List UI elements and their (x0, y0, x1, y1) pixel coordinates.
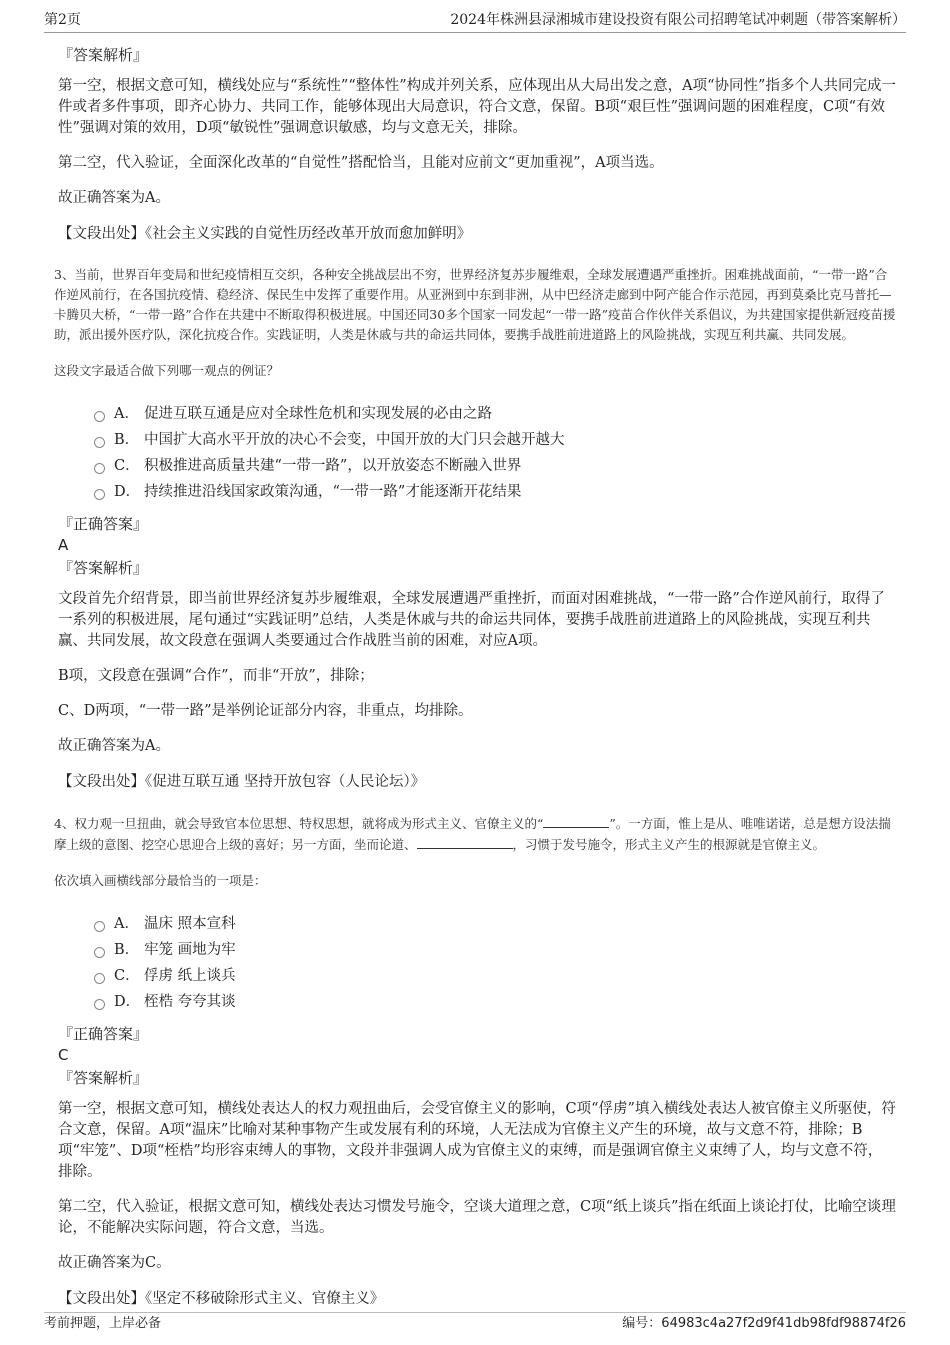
option-c[interactable]: C． 俘虏 纸上谈兵 (94, 963, 896, 989)
radio-icon[interactable] (94, 947, 105, 958)
option-b[interactable]: B． 牢笼 画地为牢 (94, 937, 896, 963)
correct-answer-value: C (58, 1046, 69, 1064)
option-d[interactable]: D． 桎梏 夸夸其谈 (94, 989, 896, 1015)
source-line: 【文段出处】《社会主义实践的自觉性历经改革开放而愈加鲜明》 (58, 226, 472, 242)
radio-icon[interactable] (94, 437, 105, 448)
radio-icon[interactable] (94, 489, 105, 500)
question-4-text: 4、权力观一旦扭曲，就会导致官本位思想、特权思想，就将成为形式主义、官僚主义的“ ”。一方面，惟上是从、唯唯诺诺，总是想方设法揣摩上级的意图、挖空心思迎合上级的喜好；另一方面，坐而论道、 ，习惯于发号施令，形式主义产生的根源就是官僚主义。 (54, 813, 896, 855)
page-footer (44, 1312, 906, 1335)
radio-icon[interactable] (94, 973, 105, 984)
source-line: 【文段出处】《促进互联互通 坚持开放包容（人民论坛）》 (58, 774, 426, 790)
radio-icon[interactable] (94, 999, 105, 1010)
question-3-text: 3、当前，世界百年变局和世纪疫情相互交织，各种安全挑战层出不穷，世界经济复苏步履维艰，全球发展遭遇严重挫折。困难挑战面前，“一带一路”合作逆风前行，在各国抗疫情、稳经济、保民生中发挥了重要作用。从亚洲到中东到非洲，从中巴经济走廊到中阿产能合作示范园，再到莫桑比克马普托—卡腾贝大桥，“一带一路”合作在共建中不断取得积极进展。中国还同30多个国家一同发起“一带一路”疫苗合作伙伴关系倡议，为共建国家提供新冠疫苗援助，派出援外医疗队，深化抗疫合作。实践证明，人类是休戚与共的命运共同体，要携手战胜前进道路上的风险挑战，实现互利共赢、共同发展。 (54, 267, 896, 342)
analysis-paragraph: 文段首先介绍背景，即当前世界经济复苏步履维艰，全球发展遭遇严重挫折，而面对困难挑战，“一带一路”合作逆风前行，取得了一系列的积极进展，尾句通过“实践证明”总结，人类是休戚与共的命运共同体，要携手战胜前进道路上的风险挑战，实现互利共赢、共同发展，故文段意在强调人类要通过合作战胜当前的困难，对应A项。 (58, 591, 885, 649)
analysis-paragraph: C、D两项，“一带一路”是举例论证部分内容，非重点，均排除。 (58, 703, 473, 719)
question-4-options (94, 911, 896, 1015)
blank-2 (417, 834, 513, 849)
analysis-label: 『答案解析』 (58, 1069, 149, 1087)
option-a[interactable]: A． 促进互联互通是应对全球性危机和实现发展的必由之路 (94, 401, 896, 427)
document-body (56, 44, 896, 1330)
analysis-paragraph: B项，文段意在强调“合作”，而非“开放”，排除； (58, 668, 374, 684)
question-3-options (94, 401, 896, 505)
radio-icon[interactable] (94, 411, 105, 422)
option-c[interactable]: C． 积极推进高质量共建“一带一路”，以开放姿态不断融入世界 (94, 453, 896, 479)
analysis-label: 『答案解析』 (58, 46, 149, 64)
correct-answer-label: 『正确答案』 (58, 515, 149, 533)
analysis-paragraph: 第二空，代入验证，全面深化改革的“自觉性”搭配恰当，且能对应前文“更加重视”，A项当选。 (58, 155, 664, 171)
analysis-paragraph: 故正确答案为C。 (58, 1255, 171, 1271)
option-a[interactable]: A． 温床 照本宣科 (94, 911, 896, 937)
analysis-paragraph: 第二空，代入验证，根据文意可知，横线处表达习惯发号施令，空谈大道理之意，C项“纸上谈兵”指在纸面上谈论打仗，比喻空谈理论，不能解决实际问题，符合文意，当选。 (58, 1199, 896, 1236)
question-4-prompt: 依次填入画横线部分最恰当的一项是： (54, 873, 267, 888)
analysis-label: 『答案解析』 (58, 559, 149, 577)
option-d[interactable]: D． 持续推进沿线国家政策沟通，“一带一路”才能逐渐开花结果 (94, 479, 896, 505)
analysis-paragraph: 故正确答案为A。 (58, 738, 170, 754)
radio-icon[interactable] (94, 463, 105, 474)
page-header (44, 8, 906, 33)
document-title: 2024年株洲县渌湘城市建设投资有限公司招聘笔试冲刺题（带答案解析） (450, 12, 906, 28)
page-number: 第2页 (44, 12, 81, 28)
analysis-paragraph: 第一空，根据文意可知，横线处应与“系统性”“整体性”构成并列关系，应体现出从大局出发之意，A项“协同性”指多个人共同完成一件或者多件事项，即齐心协力、共同工作，能够体现出大局意识，符合文意，保留。B项“艰巨性”强调问题的困难程度，C项“有效性”强调对策的效用，D项“敏锐性”强调意识敏感，均与文意无关，排除。 (58, 78, 896, 136)
document-code: 编号：64983c4a27f2d9f41db98fdf98874f26 (622, 1316, 906, 1331)
correct-answer-value: A (58, 536, 69, 554)
analysis-paragraph: 第一空，根据文意可知，横线处表达人的权力观扭曲后，会受官僚主义的影响，C项“俘虏”填入横线处表达人被官僚主义所驱使，符合文意，保留。A项“温床”比喻对某种事物产生或发展有利的环境，人无法成为官僚主义产生的环境，故与文意不符，排除；B项“牢笼”、D项“桎梏”均形容束缚人的事物，文段并非强调人成为官僚主义的束缚，而是强调官僚主义束缚了人，均与文意不符，排除。 (58, 1101, 896, 1180)
option-b[interactable]: B． 中国扩大高水平开放的决心不会变，中国开放的大门只会越开越大 (94, 427, 896, 453)
blank-1 (543, 813, 609, 828)
footer-slogan: 考前押题，上岸必备 (44, 1316, 162, 1331)
radio-icon[interactable] (94, 921, 105, 932)
analysis-paragraph: 故正确答案为A。 (58, 190, 170, 206)
correct-answer-label: 『正确答案』 (58, 1025, 149, 1043)
question-3-prompt: 这段文字最适合做下列哪一观点的例证？ (54, 363, 280, 378)
source-line: 【文段出处】《坚定不移破除形式主义、官僚主义》 (58, 1291, 385, 1307)
